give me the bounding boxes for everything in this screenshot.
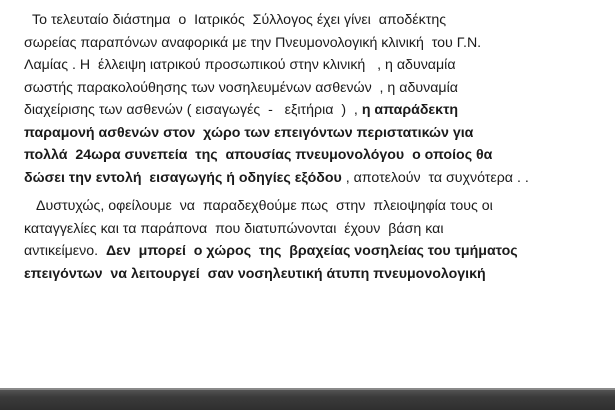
paragraph-2: [24, 195, 599, 285]
text-line: Λαμίας . Η έλλειψη ιατρικού προσωπικού στην κλινική , η αδυναμία: [24, 57, 456, 73]
window-bottom-bar: [0, 388, 615, 410]
text-line: σωστής παρακολούθησης των νοσηλευμένων ασθενών , η αδυναμία: [24, 79, 458, 96]
text-line: παραμονή ασθενών στον χώρο των επειγόντων περιστατικών για: [24, 124, 474, 141]
text-line: καταγγελίες και τα παράπονα που διατυπώνονται έχουν βάση και: [24, 220, 444, 237]
text-line: Δυστυχώς, οφείλουμε να παραδεχθούμε πως στην πλειοψηφία τους οι: [36, 198, 493, 214]
text-line: διαχείρισης των ασθενών ( εισαγωγές - εξιτήρια ) , η απαράδεκτη: [24, 102, 459, 118]
text-line: πολλά 24ωρα συνεπεία της απουσίας πνευμονολόγου ο οποίος θα: [24, 147, 493, 163]
paragraph-1: [24, 9, 599, 189]
text-line: Το τελευταίο διάστημα ο Ιατρικός Σύλλογος έχει γίνει αποδέκτης: [32, 12, 447, 28]
bar-highlight: [0, 388, 615, 390]
text-line: αντικείμενο. Δεν μπορεί ο χώρος της βραχείας νοσηλείας του τμήματος: [24, 243, 518, 259]
text-line: σωρείας παραπόνων αναφορικά με την Πνευμονολογική κλινική του Γ.Ν.: [24, 34, 482, 51]
document-text: [24, 9, 599, 285]
text-line: επειγόντων να λειτουργεί σαν νοσηλευτική άτυπη πνευμονολογική: [24, 265, 486, 282]
text-line: δώσει την εντολή εισαγωγής ή οδηγίες εξόδου , αποτελούν τα συχνότερα . .: [24, 169, 529, 186]
